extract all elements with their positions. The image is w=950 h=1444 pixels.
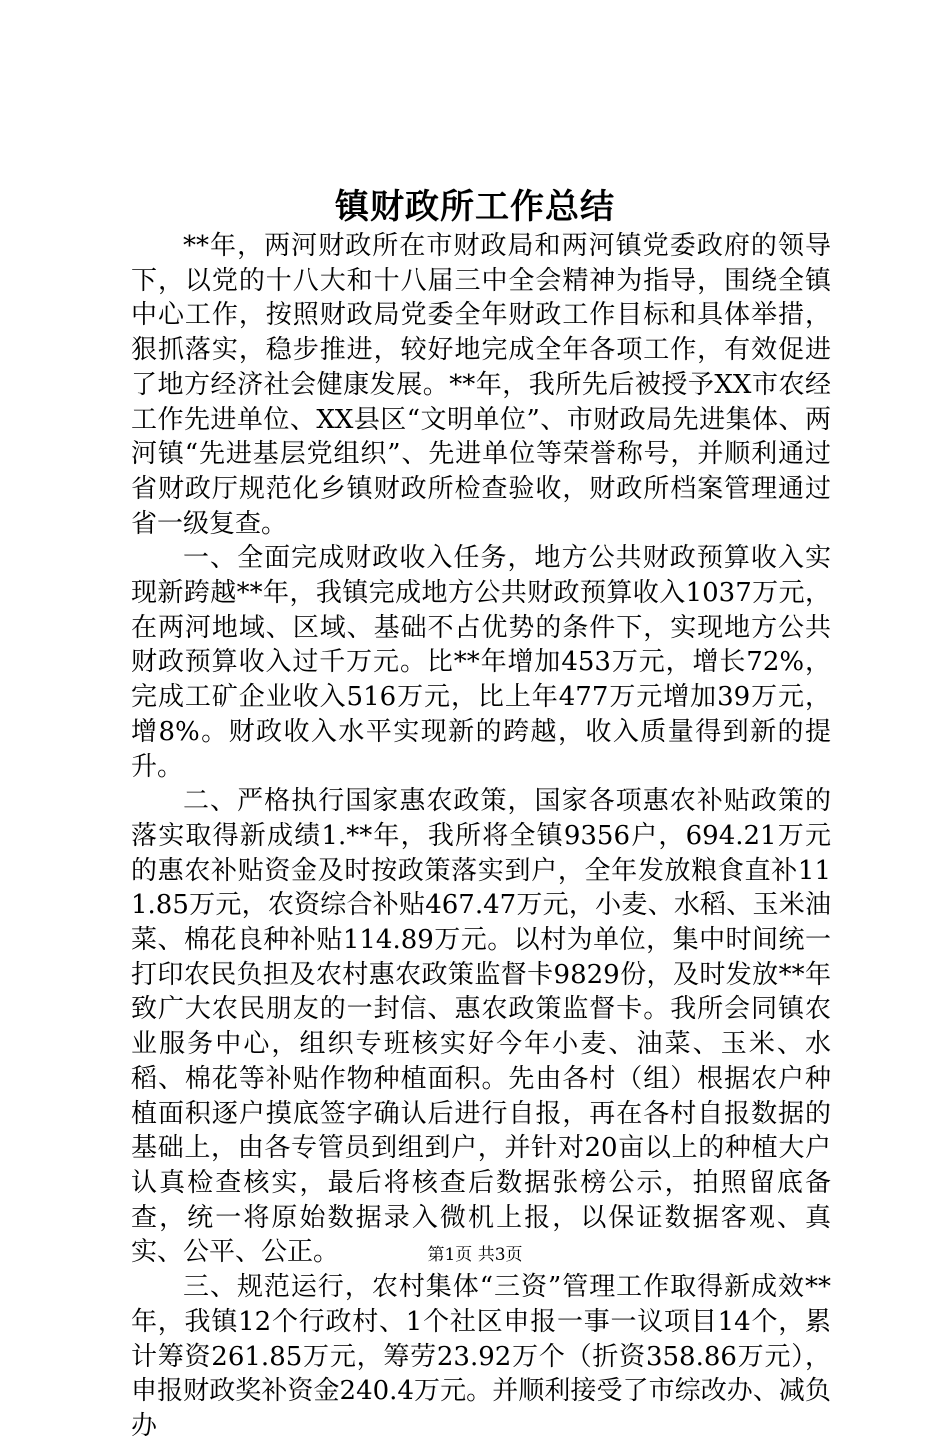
page-title: 镇财政所工作总结 [335, 187, 615, 227]
intro-paragraph: **年，两河财政所在市财政局和两河镇党委政府的领导下，以党的十八大和十八届三中全会精神为指导，围绕全镇中心工作，按照财政局党委全年财政工作目标和具体举措，狠抓落实，稳步推进，较好地完成全年各项工作，有效促进了地方经济社会健康发展。**年，我所先后被授予XX市农经工作先进单位、XX县区“文明单位”、市财政局先进集体、两河镇“先进基层党组织”、先进单位等荣誉称号，并顺利通过省财政厅规范化乡镇财政所检查验收，财政所档案管理通过省一级复查。 [131, 231, 831, 539]
page-number-footer: 第1页 共3页 [427, 1245, 523, 1265]
section-one-paragraph: 一、全面完成财政收入任务，地方公共财政预算收入实现新跨越**年，我镇完成地方公共财政预算收入1037万元，在两河地域、区域、基础不占优势的条件下，实现地方公共财政预算收入过千万元。比**年增加453万元，增长72%，完成工矿企业收入516万元，比上年477万元增加39万元，增8%。财政收入水平实现新的跨越，收入质量得到新的提升。 [131, 543, 831, 782]
section-three-paragraph: 三、规范运行，农村集体“三资”管理工作取得新成效**年，我镇12个行政村、1个社区申报一事一议项目14个，累计筹资261.85万元，筹劳23.92万个（折资358.86万元），申报财政奖补资金240.4万元。并顺利接受了市综改办、减负办 [131, 1272, 831, 1441]
section-two-paragraph: 二、严格执行国家惠农政策，国家各项惠农补贴政策的落实取得新成绩1.**年，我所将全镇9356户，694.21万元的惠农补贴资金及时按政策落实到户，全年发放粮食直补111.85万元，农资综合补贴467.47万元，小麦、水稻、玉米油菜、棉花良种补贴114.89万元。以村为单位，集中时间统一打印农民负担及农村惠农政策监督卡9829份，及时发放**年致广大农民朋友的一封信、惠农政策监督卡。我所会同镇农业服务中心，组织专班核实好今年小麦、油菜、玉米、水稻、棉花等补贴作物种植面积。先由各村（组）根据农户种植面积逐户摸底签字确认后进行自报，再在各村自报数据的基础上，由各专管员到组到户，并针对20亩以上的种植大户认真检查核实，最后将核查后数据张榜公示，拍照留底备查，统一将原始数据录入微机上报，以保证数据客观、真实、公平、公正。 [131, 786, 831, 1268]
